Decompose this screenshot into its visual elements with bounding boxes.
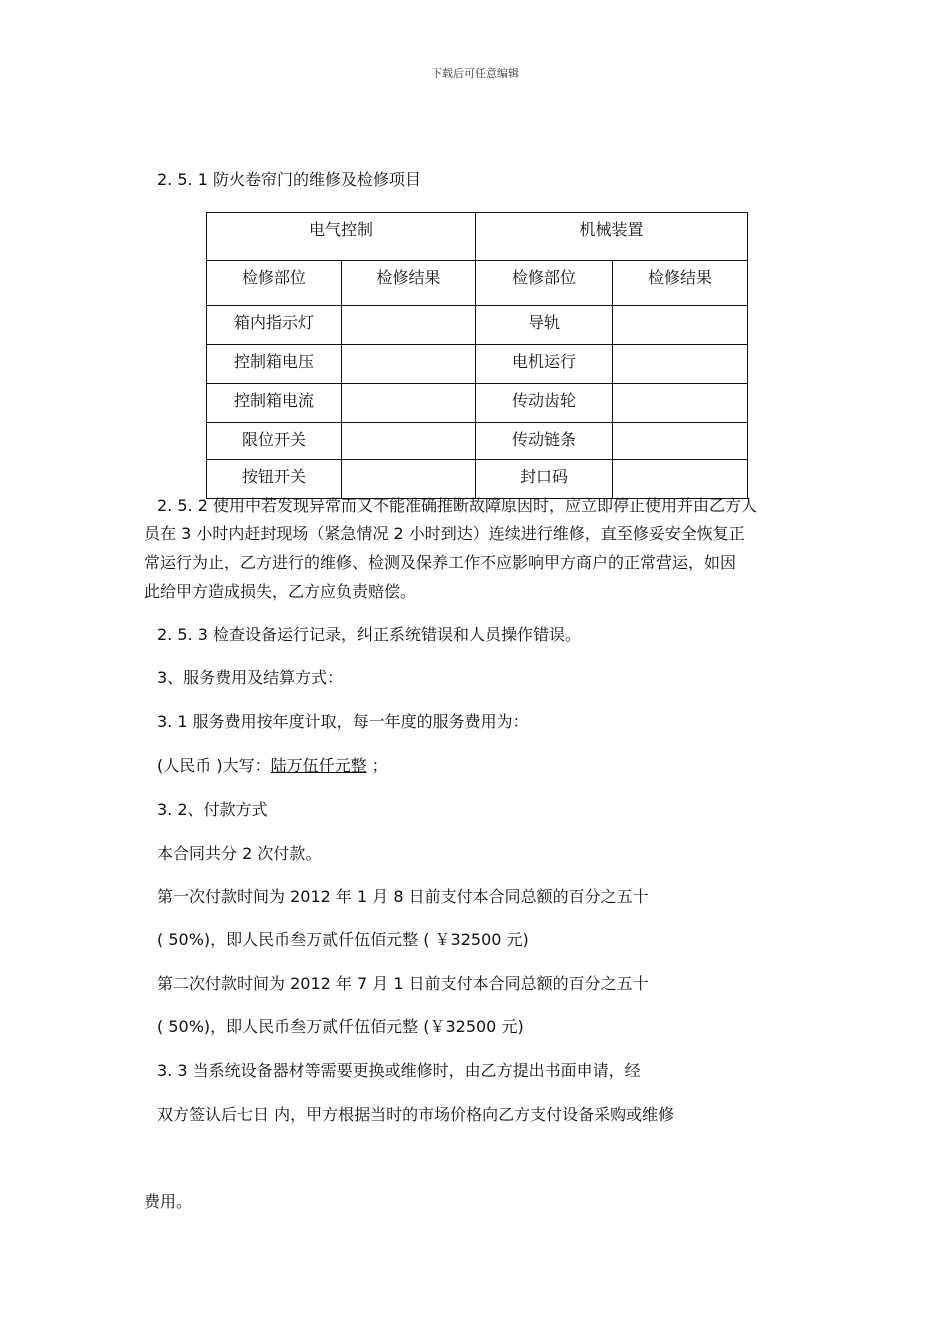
table-cell xyxy=(613,384,748,423)
table-cell: 封口码 xyxy=(476,460,613,499)
section-2-5-1-title: 2. 5. 1 防火卷帘门的维修及检修项目 xyxy=(157,170,421,189)
section-3-3-line2: 双方签认后七日 内，甲方根据当时的市场价格向乙方支付设备采购或维修 xyxy=(157,1105,675,1124)
table-cell xyxy=(342,384,476,423)
table-cell: 传动齿轮 xyxy=(476,384,613,423)
amount-line xyxy=(157,756,388,776)
payment-count: 本合同共分 2 次付款。 xyxy=(157,844,322,863)
table-cell xyxy=(613,423,748,460)
column-header: 检修结果 xyxy=(613,261,748,306)
table-cell: 导轨 xyxy=(476,306,613,345)
table-cell: 箱内指示灯 xyxy=(207,306,342,345)
section-3-3-line3: 费用。 xyxy=(144,1192,193,1211)
column-header: 检修结果 xyxy=(342,261,476,306)
inspection-table xyxy=(206,212,748,499)
table-sub-header-row xyxy=(207,261,748,306)
column-header: 检修部位 xyxy=(476,261,613,306)
group-mechanical-device: 机械装置 xyxy=(476,213,748,261)
group-electric-control: 电气控制 xyxy=(207,213,476,261)
amount-suffix: ； xyxy=(366,756,388,775)
table-cell xyxy=(342,345,476,384)
section-2-5-3: 2. 5. 3 检查设备运行记录，纠正系统错误和人员操作错误。 xyxy=(157,625,581,644)
payment-2-line2: ( 50%)，即人民币叁万贰仟伍佰元整 (￥32500 元) xyxy=(157,1017,524,1036)
section-3-3-line1: 3. 3 当系统设备器材等需要更换或维修时，由乙方提出书面申请，经 xyxy=(157,1061,641,1080)
table-group-header-row xyxy=(207,213,748,261)
section-2-5-2-line: 常运行为止，乙方进行的维修、检测及保养工作不应影响甲方商户的正常营运，如因 xyxy=(144,553,737,572)
header-note: 下载后可任意编辑 xyxy=(431,67,519,80)
table-cell xyxy=(342,306,476,345)
table-row xyxy=(207,384,748,423)
table-row xyxy=(207,423,748,460)
column-header: 检修部位 xyxy=(207,261,342,306)
table-row xyxy=(207,460,748,499)
payment-1-line2: ( 50%)，即人民币叁万贰仟伍佰元整 ( ￥32500 元) xyxy=(157,930,529,949)
table-cell: 传动链条 xyxy=(476,423,613,460)
payment-2-line1: 第二次付款时间为 2012 年 7 月 1 日前支付本合同总额的百分之五十 xyxy=(157,974,649,993)
table-cell xyxy=(342,460,476,499)
amount-value: 陆万伍仟元整 xyxy=(270,756,367,775)
table-cell xyxy=(613,306,748,345)
table-cell: 限位开关 xyxy=(207,423,342,460)
amount-prefix: (人民币 )大写： xyxy=(157,756,271,775)
section-3-2-title: 3. 2、付款方式 xyxy=(157,800,268,819)
table-cell: 控制箱电流 xyxy=(207,384,342,423)
table-row xyxy=(207,345,748,384)
table-cell xyxy=(342,423,476,460)
table-cell xyxy=(613,345,748,384)
section-3-1: 3. 1 服务费用按年度计取，每一年度的服务费用为： xyxy=(157,712,529,731)
table-cell xyxy=(613,460,748,499)
table-cell: 电机运行 xyxy=(476,345,613,384)
payment-1-line1: 第一次付款时间为 2012 年 1 月 8 日前支付本合同总额的百分之五十 xyxy=(157,887,649,906)
section-2-5-2-line: 2. 5. 2 使用中若发现异常而又不能准确推断故障原因时，应立即停止使用并由乙方人 xyxy=(157,496,757,515)
section-3-title: 3、服务费用及结算方式： xyxy=(157,668,344,687)
section-2-5-2-line: 员在 3 小时内赶封现场（紧急情况 2 小时到达）连续进行维修，直至修妥安全恢复正 xyxy=(144,524,745,543)
table-cell: 按钮开关 xyxy=(207,460,342,499)
table-cell: 控制箱电压 xyxy=(207,345,342,384)
section-2-5-2-line: 此给甲方造成损失，乙方应负责赔偿。 xyxy=(144,582,417,601)
table-row xyxy=(207,306,748,345)
